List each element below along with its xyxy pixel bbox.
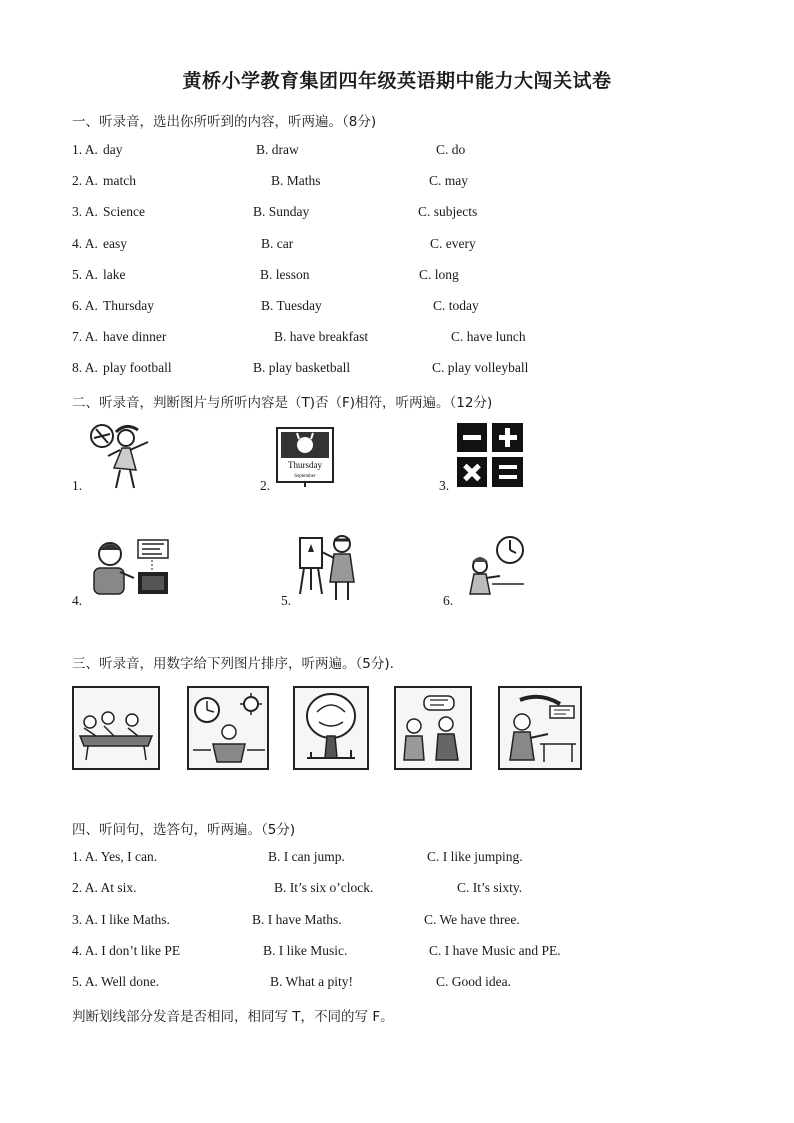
tree-icon <box>295 688 367 768</box>
section2-heading: 二、听录音，判断图片与所听内容是（T)否（F)相符，听两遍。（12分) <box>72 395 493 411</box>
option-c: C. I like jumping. <box>427 849 523 864</box>
option-c: C. may <box>429 173 468 188</box>
multiply-icon <box>457 457 487 487</box>
option-b: B. lesson <box>260 267 310 282</box>
option-c: C. long <box>419 267 459 282</box>
option-c: C. We have three. <box>424 912 520 927</box>
option-b: B. have breakfast <box>274 329 369 344</box>
option-a: easy <box>103 236 127 251</box>
picture-boy-watching-tv <box>90 532 174 602</box>
sequence-picture-2 <box>187 686 269 770</box>
option-b: B. play basketball <box>253 360 351 375</box>
option-b: B. Sunday <box>253 204 310 219</box>
section5-heading: 判断划线部分发音是否相同，相同写 T，不同的写 F。 <box>72 1009 394 1025</box>
option-b: B. Maths <box>271 173 321 188</box>
option-a: 4. A. I don’t like PE <box>72 943 181 958</box>
item-number: 4. A. <box>72 236 98 251</box>
picture-math-symbols <box>457 423 523 487</box>
picture-number: 6. <box>443 593 454 608</box>
option-a: match <box>103 173 136 188</box>
picture-number: 2. <box>260 478 271 493</box>
option-b: B. It’s six o’clock. <box>274 880 374 895</box>
option-c: C. play volleyball <box>432 360 529 375</box>
option-b: B. I can jump. <box>268 849 345 864</box>
page-title: 黄桥小学教育集团四年级英语期中能力大闯关试卷 <box>182 70 612 92</box>
item-number: 1. A. <box>72 142 98 157</box>
sequence-picture-4 <box>394 686 472 770</box>
option-a: 3. A. I like Maths. <box>72 912 170 927</box>
option-c: C. every <box>430 236 476 251</box>
item-number: 2. A. <box>72 173 98 188</box>
option-a: 5. A. Well done. <box>72 974 160 989</box>
item-number: 5. A. <box>72 267 98 282</box>
option-a: lake <box>103 267 126 282</box>
option-b: B. What a pity! <box>270 974 353 989</box>
option-c: C. I have Music and PE. <box>429 943 561 958</box>
option-c: C. Good idea. <box>436 974 511 989</box>
option-b: B. Tuesday <box>261 298 322 313</box>
picture-girl-with-ball <box>86 420 156 492</box>
option-a: have dinner <box>103 329 167 344</box>
option-b: B. draw <box>256 142 299 157</box>
item-number: 6. A. <box>72 298 98 313</box>
calendar-day-label: Thursday <box>288 460 322 470</box>
option-a: 1. A. Yes, I can. <box>72 849 158 864</box>
option-a: 2. A. At six. <box>72 880 137 895</box>
section3-heading: 三、听录音，用数字给下列图片排序，听两遍。（5分). <box>72 656 394 672</box>
option-c: C. It’s sixty. <box>457 880 523 895</box>
section4-heading: 四、听问句，选答句，听两遍。（5分) <box>72 822 296 838</box>
option-c: C. subjects <box>418 204 478 219</box>
option-c: C. have lunch <box>451 329 526 344</box>
option-b: B. car <box>261 236 294 251</box>
clock-and-sun-icon <box>189 688 267 768</box>
sequence-picture-5 <box>498 686 582 770</box>
calendar-month-label: September <box>294 474 316 479</box>
picture-number: 4. <box>72 593 83 608</box>
option-a: Thursday <box>103 298 154 313</box>
picture-number: 1. <box>72 478 83 493</box>
option-c: C. do <box>436 142 466 157</box>
option-a: play football <box>103 360 172 375</box>
option-c: C. today <box>433 298 479 313</box>
picture-calendar <box>275 424 335 488</box>
plus-icon <box>492 423 523 452</box>
item-number: 3. A. <box>72 204 98 219</box>
option-a: day <box>103 142 123 157</box>
sequence-picture-3 <box>293 686 369 770</box>
two-people-talking-icon <box>396 688 470 768</box>
people-eating-icon <box>74 688 158 768</box>
option-b: B. I have Maths. <box>252 912 342 927</box>
child-reading-icon <box>500 688 580 768</box>
option-a: Science <box>103 204 145 219</box>
picture-number: 3. <box>439 478 450 493</box>
picture-number: 5. <box>281 593 292 608</box>
picture-man-painting <box>296 530 366 602</box>
picture-girl-and-clock <box>460 532 530 602</box>
item-number: 8. A. <box>72 360 98 375</box>
option-b: B. I like Music. <box>263 943 348 958</box>
section1-heading: 一、听录音，选出你所听到的内容，听两遍。（8分) <box>72 114 377 130</box>
sequence-picture-1 <box>72 686 160 770</box>
equals-icon <box>492 457 523 487</box>
item-number: 7. A. <box>72 329 98 344</box>
minus-icon <box>457 423 487 452</box>
